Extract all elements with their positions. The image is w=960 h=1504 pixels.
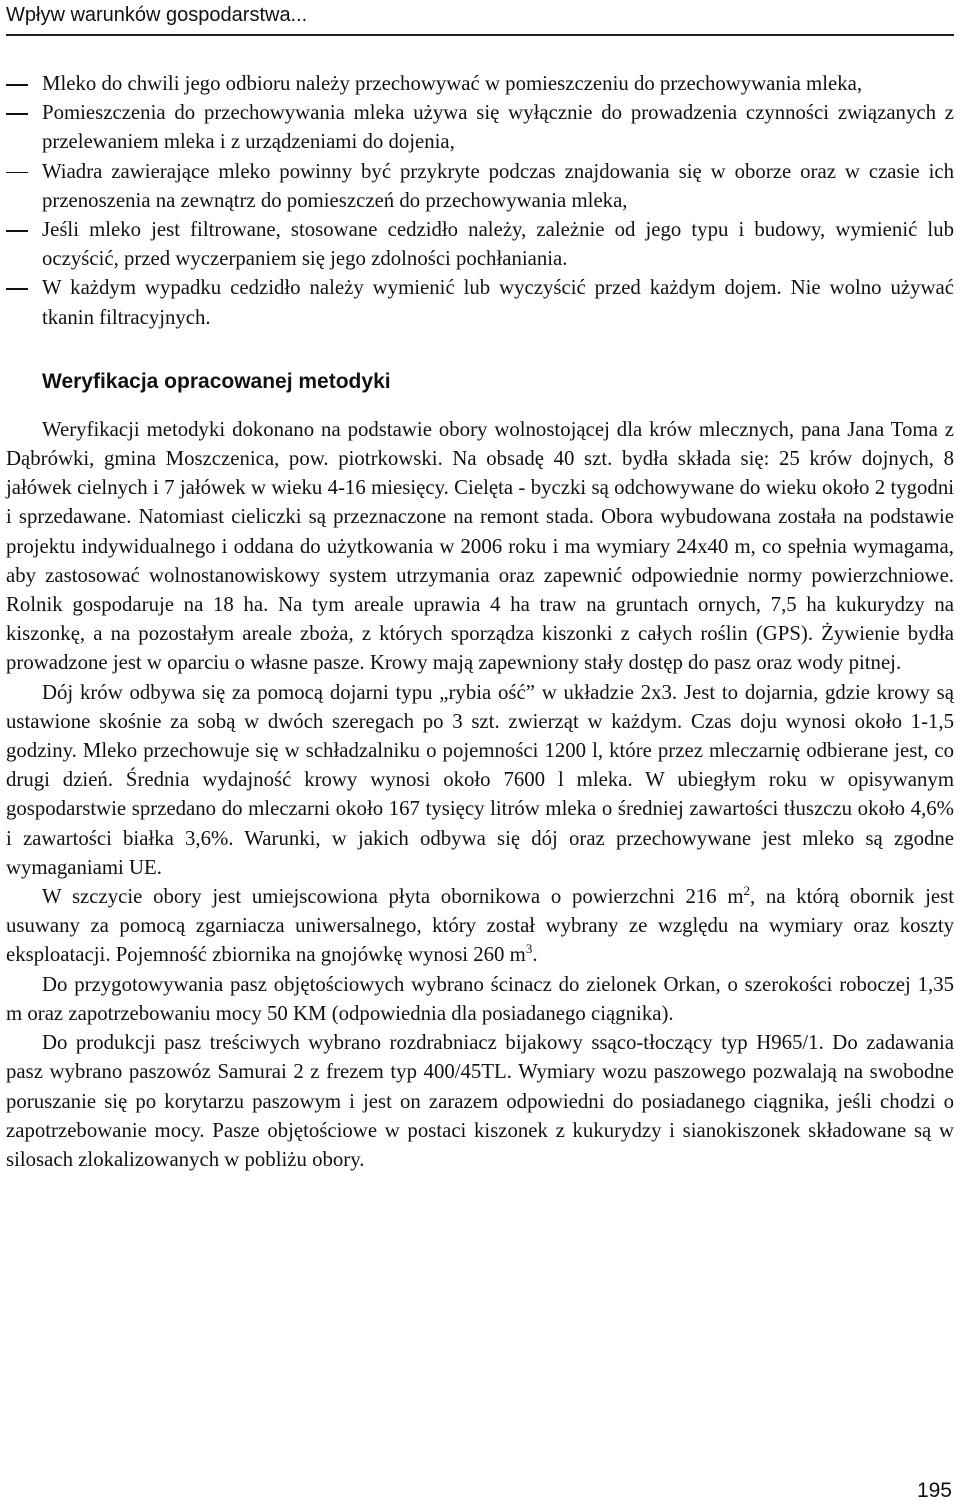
page-content — [6, 69, 954, 1174]
superscript: 3 — [525, 941, 533, 957]
section-heading: Weryfikacja opracowanej metodyki — [42, 369, 391, 393]
list-item: Pomieszczenia do przechowywania mleka używa się wyłącznie do prowadzenia czynności związanych z przelewaniem mleka i z urządzeniami do dojenia, — [6, 98, 954, 156]
paragraph — [6, 882, 954, 970]
list-item: W każdym wypadku cedzidło należy wymienić lub wyczyścić przed każdym dojem. Nie wolno używać tkanin filtracyjnych. — [6, 273, 954, 331]
list-item: Wiadra zawierające mleko powinny być przykryte podczas znajdowania się w oborze oraz w czasie ich przenoszenia na zewnątrz do pomieszczeń do przechowywania mleka, — [6, 157, 954, 215]
list-item: Mleko do chwili jego odbioru należy przechowywać w pomieszczeniu do przechowywania mleka, — [6, 69, 954, 98]
paragraph-text: . — [532, 943, 538, 967]
running-header — [6, 0, 954, 36]
running-header-title: Wpływ warunków gospodarstwa... — [6, 4, 308, 26]
requirements-list — [6, 69, 954, 332]
paragraph: Do produkcji pasz treściwych wybrano rozdrabniacz bijakowy ssąco-tłoczący typ H965/1. Do zadawania pasz wybrano paszowóz Samurai 2 z frezem typ 400/45TL. Wymiary wozu paszowego pozwalają na swobodne poruszanie się po korytarzu paszowym i jest on zarazem odpowiedni do posiadanego ciągnika, jeśli chodzi o zapotrzebowanie mocy. Pasze objętościowe w postaci kiszonek z kukurydzy i sianokiszonek składowane są w silosach zlokalizowanych w pobliżu obory. — [6, 1031, 954, 1171]
page-number: 195 — [916, 1479, 952, 1502]
paragraph: Dój krów odbywa się za pomocą dojarni typu „rybia ość” w układzie 2x3. Jest to dojarnia, gdzie krowy są ustawione skośnie za sobą w dwóch szeregach po 3 szt. zwierząt w każdym. Czas doju wynosi około 1-1,5 godziny. Mleko przechowuje się w schładzalniku o pojemności 1200 l, które przez mleczarnię odbierane jest, co drugi dzień. Średnia wydajność krowy wynosi około 7600 l mleka. W ubiegłym roku w opisywanym gospodarstwie sprzedano do mleczarni około 167 tysięcy litrów mleka o średniej zawartości tłuszczu około 4,6% i zawartości białka 3,6%. Warunki, w jakich odbywa się dój oraz przechowywane jest mleko są zgodne wymaganiami UE. — [6, 680, 954, 879]
list-item: Jeśli mleko jest filtrowane, stosowane cedzidło należy, zależnie od jego typu i budowy, wymienić lub oczyścić, przed wyczerpaniem się jego zdolności pochłaniania. — [6, 215, 954, 273]
paragraph-text: , na którą obornik jest usuwany za pomocą zgarniacza uniwersalnego, który został wybrany ze względu na wymiary oraz koszty eksploatacji. Pojemność zbiornika na gnojówkę wynosi 260 m — [6, 885, 954, 967]
section-body — [6, 415, 954, 1174]
superscript: 2 — [743, 883, 751, 899]
paragraph-text: W szczycie obory jest umiejscowiona płyta obornikowa o powierzchni 216 m — [42, 885, 744, 909]
paragraph: Weryfikacji metodyki dokonano na podstawie obory wolnostojącej dla krów mlecznych, pana Jana Toma z Dąbrówki, gmina Moszczenica, pow. piotrkowski. Na obsadę 40 szt. bydła składa się: 25 krów dojnych, 8 jałówek cielnych i 7 jałówek w wieku 4-16 miesięcy. Cielęta - byczki są odchowywane do wieku około 2 tygodni i sprzedawane. Natomiast cieliczki są przeznaczone na remont stada. Obora wybudowana została na podstawie projektu indywidualnego i oddana do użytkowania w 2006 roku i ma wymiary 24x40 m, co spełnia wymagama, aby zastosować wolnostanowiskowy system utrzymania oraz zapewnić odpowiednie normy powierzchniowe. Rolnik gospodaruje na 18 ha. Na tym areale uprawia 4 ha traw na gruntach ornych, 7,5 ha kukurydzy na kiszonkę, a na pozostałym areale zboża, z których sporządza kiszonki z całych roślin (GPS). Żywienie bydła prowadzone jest w oparciu o własne pasze. Krowy mają zapewniony stały dostęp do pasz oraz wody pitnej. — [6, 417, 954, 675]
paragraph: Do przygotowywania pasz objętościowych wybrano ścinacz do zielonek Orkan, o szerokości roboczej 1,35 m oraz zapotrzebowaniu mocy 50 KM (odpowiednia dla posiadanego ciągnika). — [6, 972, 954, 1025]
